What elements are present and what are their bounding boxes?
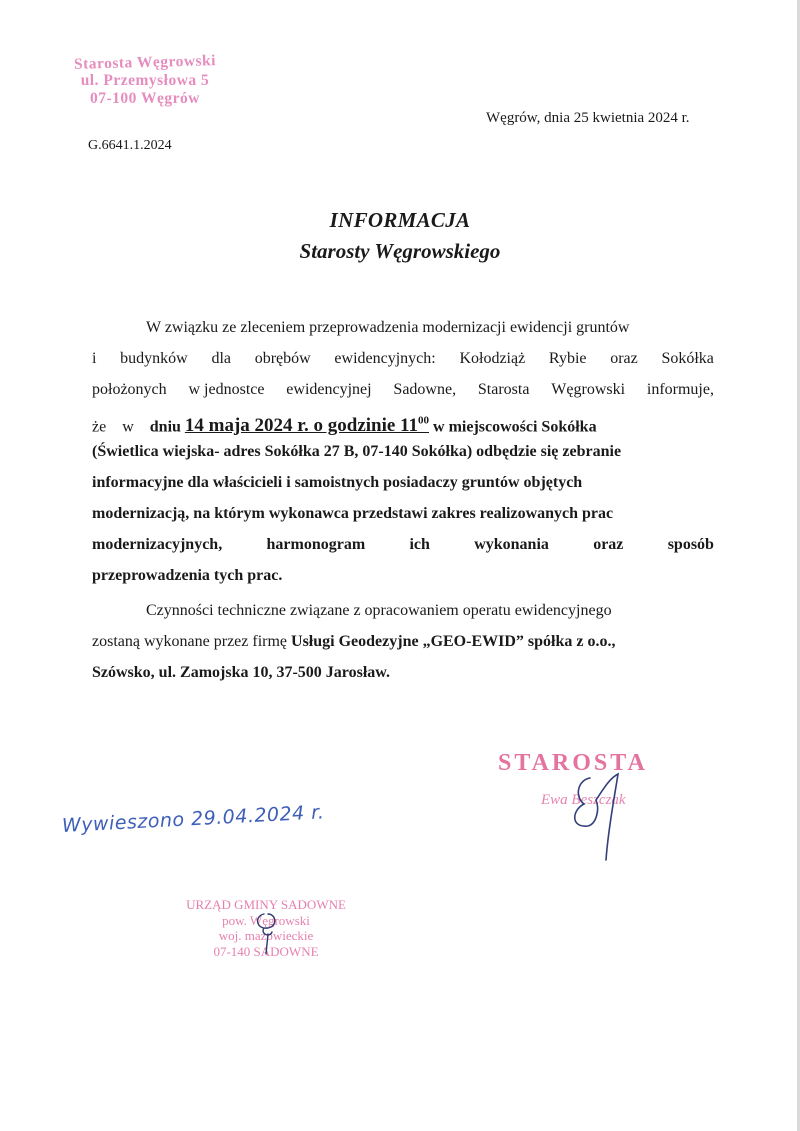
word: ewidencyjnych: — [334, 350, 436, 367]
p1-line4 — [92, 407, 714, 438]
word: sposób — [667, 536, 714, 553]
document-body — [92, 314, 714, 690]
title-block — [0, 208, 800, 264]
meeting-date — [185, 415, 429, 436]
signature-icon — [560, 770, 640, 870]
meeting-date-minutes: 00 — [418, 415, 430, 427]
office-stamp-line2: ul. Przemysłowa 5 — [80, 72, 210, 89]
initials-icon — [250, 908, 290, 958]
p1-line6: informacyjne dla właścicieli i samoistnych posiadaczy gruntów objętych — [92, 474, 583, 491]
word: obrębów — [254, 350, 311, 367]
company-name: Usługi Geodezyjne „GEO-EWID” spółka z o.o., — [291, 633, 616, 650]
word: w — [122, 418, 134, 436]
p1-line8 — [92, 531, 714, 562]
office-stamp — [40, 54, 250, 108]
word: Starosta — [477, 381, 530, 398]
office-stamp-line3: 07-100 Węgrów — [90, 90, 200, 107]
reference-number: G.6641.1.2024 — [88, 138, 172, 153]
p2-line2-text: zostaną wykonane przez firmę — [92, 633, 288, 650]
word: ich — [409, 536, 430, 553]
p2-line1: Czynności techniczne związane z opracowaniem operatu ewidencyjnego — [146, 602, 612, 619]
p1-line2 — [92, 345, 714, 376]
date-line: Węgrów, dnia 25 kwietnia 2024 r. — [486, 110, 690, 126]
p1-line9: przeprowadzenia tych prac. — [92, 567, 283, 584]
word: wykonania — [474, 536, 549, 553]
gmina-stamp-line4: 07-140 SADOWNE — [213, 943, 319, 959]
word: położonych — [92, 381, 167, 398]
p1-line3 — [92, 376, 714, 407]
word: Kołodziąż — [459, 350, 526, 367]
p1-line1: W związku ze zleceniem przeprowadzenia modernizacji ewidencji gruntów — [146, 319, 630, 336]
word: Sadowne, — [393, 381, 457, 398]
word: oraz — [610, 350, 638, 367]
meeting-location: w miejscowości Sokółka — [433, 418, 597, 436]
word: Sokółka — [661, 350, 714, 367]
word: informuje, — [646, 381, 714, 398]
word: dla — [211, 350, 231, 367]
word: i — [92, 350, 97, 367]
word: harmonogram — [266, 536, 366, 553]
word: że — [92, 418, 107, 436]
word: modernizacyjnych, — [92, 536, 223, 553]
gmina-stamp-line3: woj. mazowieckie — [218, 928, 314, 943]
office-stamp-line1: Starosta Węgrowski — [73, 52, 217, 73]
word: ewidencyjnej — [286, 381, 372, 398]
starosta-stamp: STAROSTA — [498, 750, 648, 776]
word: Rybie — [548, 350, 587, 367]
meeting-date-text: 14 maja 2024 r. o godzinie 11 — [184, 415, 419, 437]
document-title: INFORMACJA — [329, 208, 471, 232]
word: oraz — [593, 536, 624, 553]
document-subtitle: Starosty Węgrowskiego — [299, 239, 501, 263]
company-address: Szówsko, ul. Zamojska 10, 37-500 Jarosław. — [92, 664, 390, 681]
gmina-stamp-line1: URZĄD GMINY SADOWNE — [186, 897, 346, 912]
p2-line2 — [92, 628, 714, 659]
starosta-name: Ewa Beszczak — [541, 792, 626, 808]
word: w jednostce — [188, 381, 265, 398]
handwritten-note: Wywieszono 29.04.2024 r. — [61, 801, 325, 837]
p1-line7: modernizacją, na którym wykonawca przedstawi zakres realizowanych prac — [92, 505, 614, 522]
word: dniu — [149, 418, 181, 436]
word: Węgrowski — [551, 381, 626, 398]
word: budynków — [120, 350, 188, 367]
gmina-stamp-line2: pow. Węgrowski — [222, 912, 310, 928]
p1-line5: (Świetlica wiejska- adres Sokółka 27 B, 07-140 Sokółka) odbędzie się zebranie — [92, 443, 622, 460]
